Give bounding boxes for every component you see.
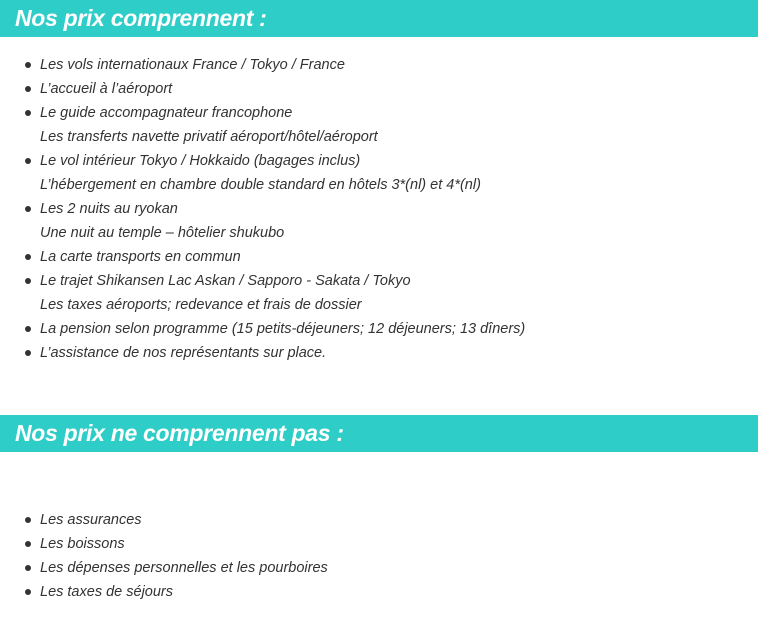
bullet-icon bbox=[25, 206, 31, 212]
list-item-text: L’accueil à l’aéroport bbox=[40, 81, 173, 97]
bullet-icon bbox=[25, 326, 31, 332]
list-item-text: Les taxes de séjours bbox=[40, 584, 173, 600]
list-item-text: L’assistance de nos représentants sur place. bbox=[40, 345, 327, 361]
bullet-icon bbox=[25, 541, 31, 547]
list-item-text: Les taxes aéroports; redevance et frais de dossier bbox=[40, 297, 362, 313]
list-item-text: Les vols internationaux France / Tokyo / France bbox=[40, 57, 345, 73]
bullet-icon bbox=[25, 278, 31, 284]
list-item-text: Les boissons bbox=[40, 536, 125, 552]
list-item-text: Les transferts navette privatif aéroport/hôtel/aéroport bbox=[40, 129, 378, 145]
list-item-text: Les 2 nuits au ryokan bbox=[40, 201, 178, 217]
bullet-icon bbox=[25, 62, 31, 68]
bullet-icon bbox=[25, 350, 31, 356]
bullet-icon bbox=[25, 565, 31, 571]
bullet-icon bbox=[25, 254, 31, 260]
list-item-text: Une nuit au temple – hôtelier shukubo bbox=[40, 225, 285, 241]
list-item-text: Le vol intérieur Tokyo / Hokkaido (bagages inclus) bbox=[40, 153, 361, 169]
included-section-title: Nos prix comprennent : bbox=[15, 5, 267, 31]
list-item-text: La carte transports en commun bbox=[40, 249, 241, 265]
bullet-icon bbox=[25, 517, 31, 523]
list-item-text: La pension selon programme (15 petits-déjeuners; 12 déjeuners; 13 dîners) bbox=[40, 321, 526, 337]
list-item-text: Les assurances bbox=[40, 512, 142, 528]
list-item-text: Le trajet Shikansen Lac Askan / Sapporo - Sakata / Tokyo bbox=[40, 273, 411, 289]
list-item-text: Les dépenses personnelles et les pourboires bbox=[40, 560, 328, 576]
bullet-icon bbox=[25, 86, 31, 92]
excluded-header-bar bbox=[0, 415, 758, 452]
included-header-bar bbox=[0, 0, 758, 37]
list-item-text: Le guide accompagnateur francophone bbox=[40, 105, 293, 121]
bullet-icon bbox=[25, 589, 31, 595]
list-item-text: L’hébergement en chambre double standard en hôtels 3*(nl) et 4*(nl) bbox=[40, 177, 481, 193]
bullet-icon bbox=[25, 158, 31, 164]
bullet-icon bbox=[25, 110, 31, 116]
excluded-section-title: Nos prix ne comprennent pas : bbox=[15, 420, 344, 446]
